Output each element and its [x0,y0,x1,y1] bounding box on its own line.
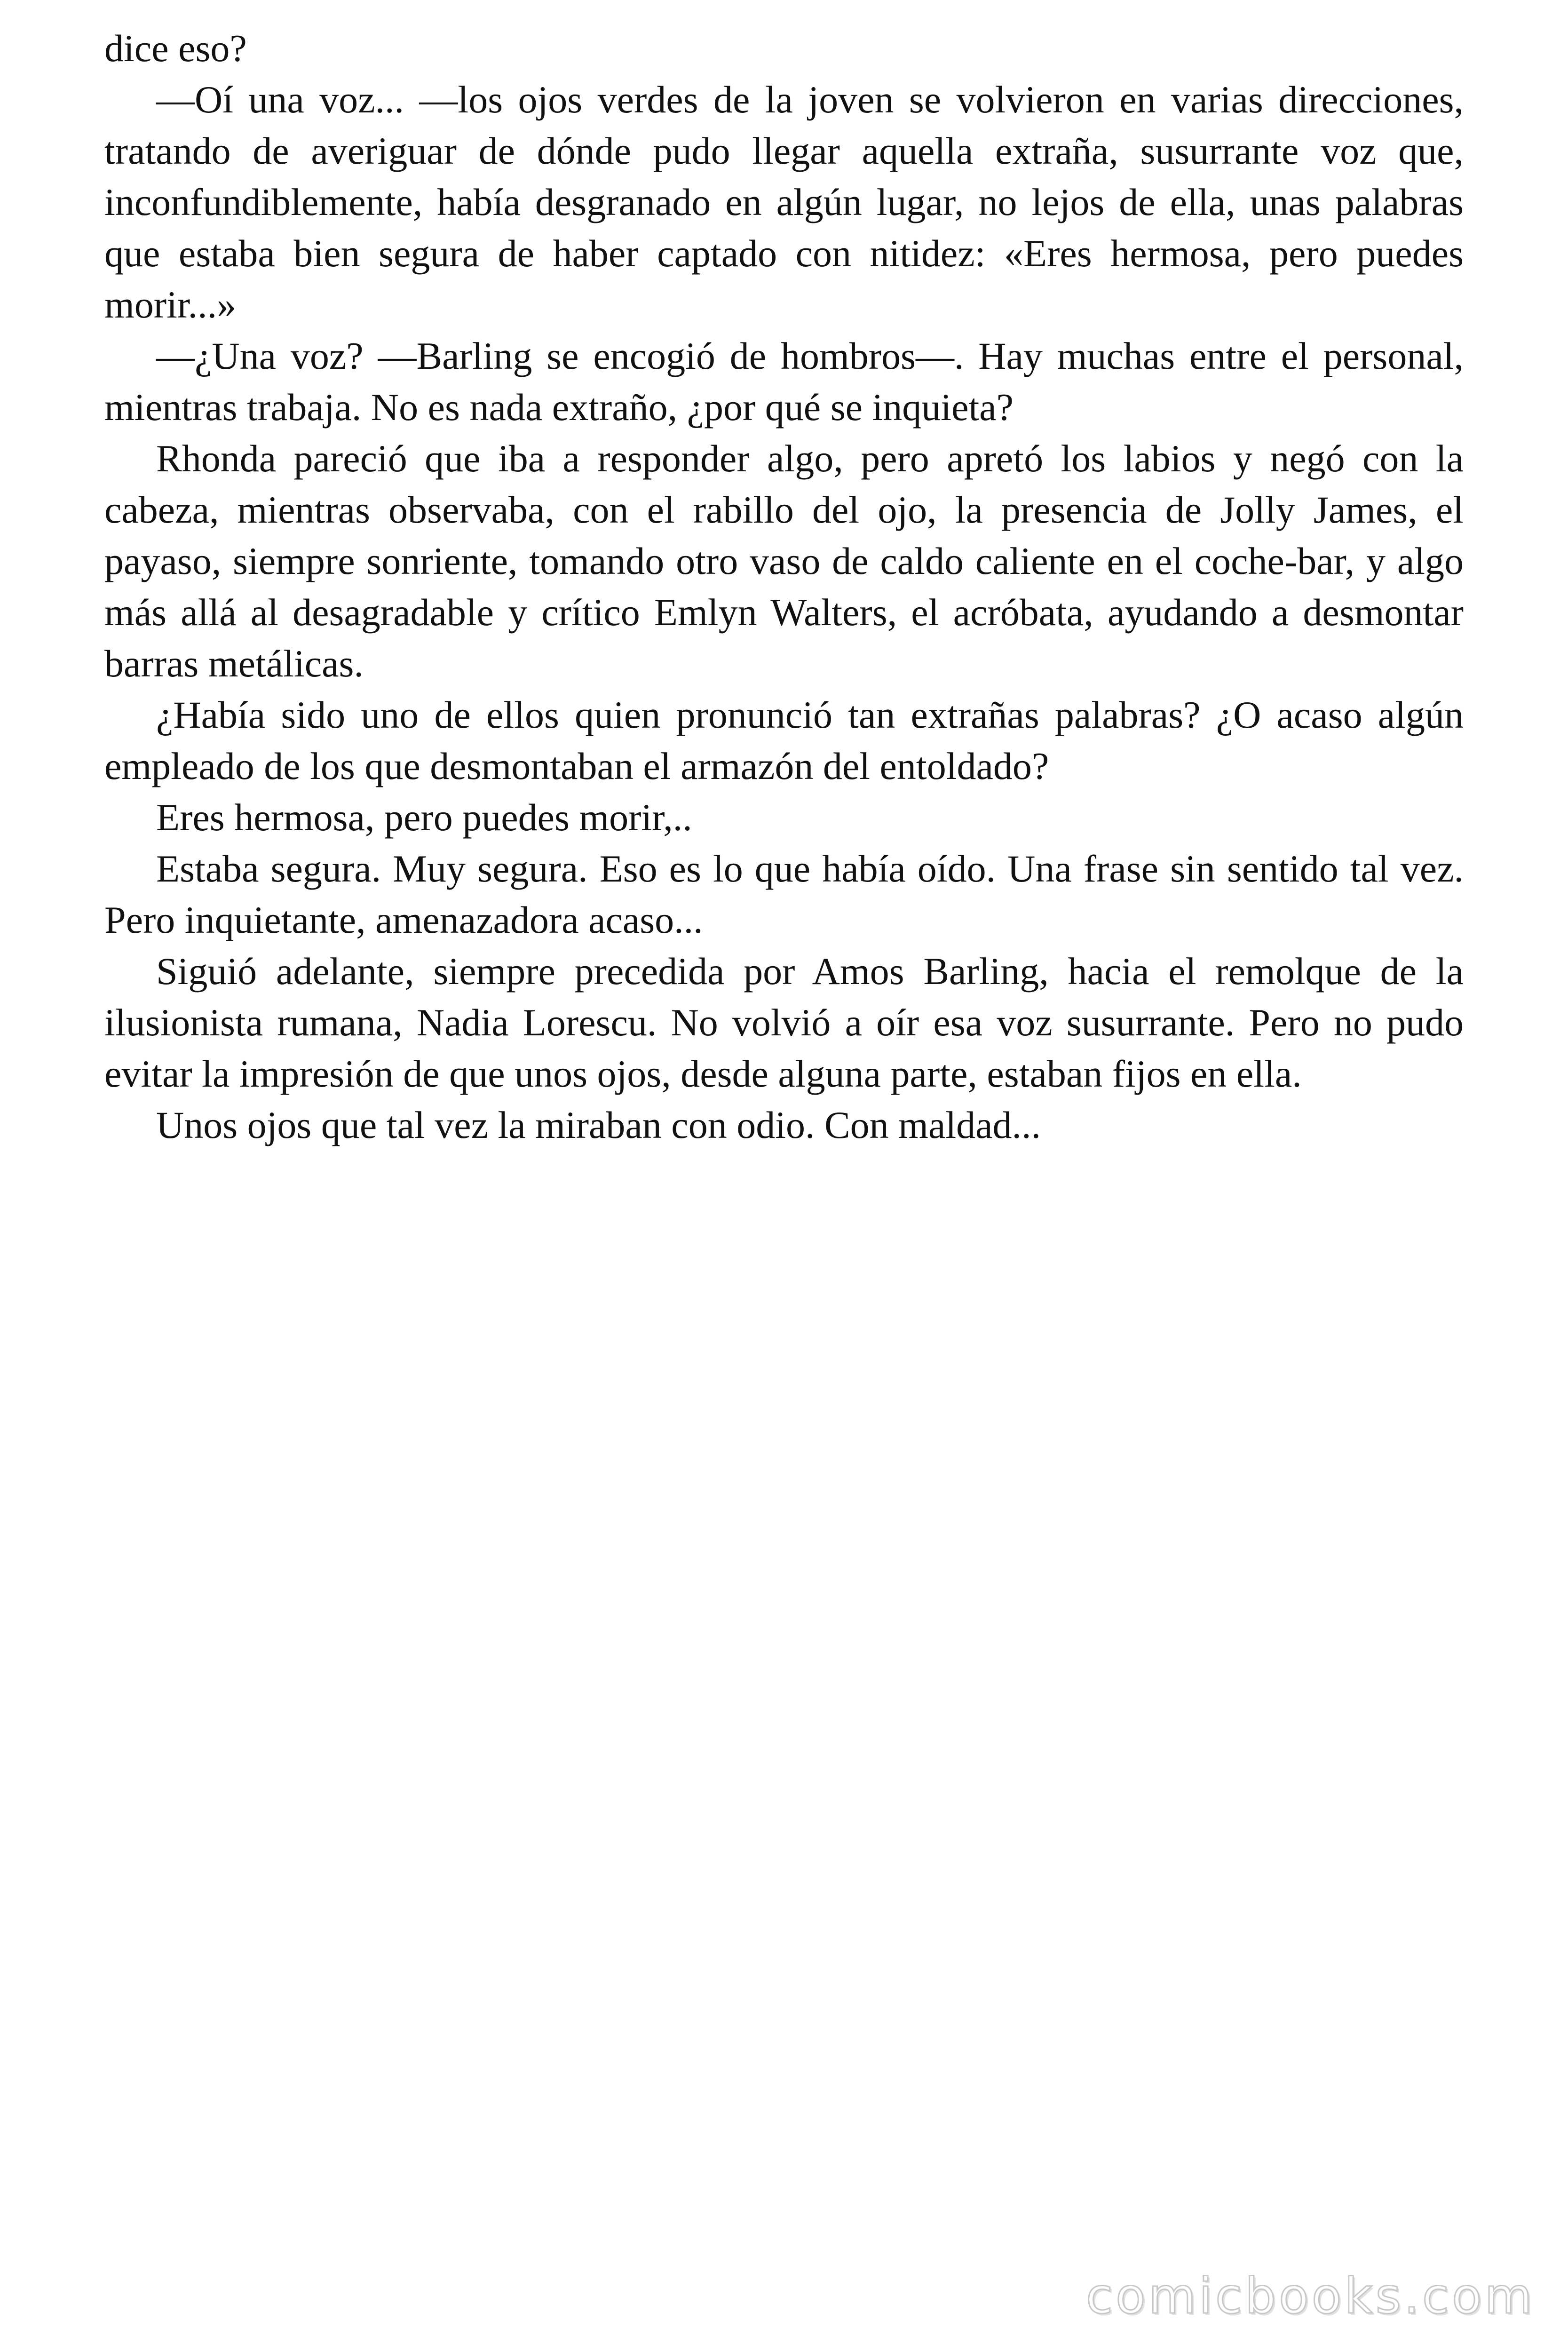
paragraph-6: Eres hermosa, pero puedes morir,.. [156,796,692,839]
paragraph-9: Unos ojos que tal vez la miraban con odio. Con maldad... [156,1104,1041,1146]
site-watermark: comicbooks.com [1085,2267,1535,2325]
paragraph-5: ¿Había sido uno de ellos quien pronunció tan extrañas palabras? ¿O acaso algún empleado de los que desmontaban el armazón del entoldado? [104,693,1464,787]
paragraph-2: —Oí una voz... —los ojos verdes de la joven se volvieron en varias direcciones, tratando de averiguar de dónde pudo llegar aquella extraña, susurrante voz que, inconfundiblemente, había desgranado en algún lugar, no lejos de ella, unas palabras que estaba bien segura de haber captado con nitidez: «Eres hermosa, pero puedes morir...» [104,78,1464,326]
paragraph-7: Estaba segura. Muy segura. Eso es lo que había oído. Una frase sin sentido tal vez. Pero inquietante, amenazadora acaso... [104,847,1464,941]
paragraph-1: dice eso? [104,27,247,70]
paragraph-3: —¿Una voz? —Barling se encogió de hombros—. Hay muchas entre el personal, mientras trabaja. No es nada extraño, ¿por qué se inquieta? [104,334,1464,429]
paragraph-4: Rhonda pareció que iba a responder algo, pero apretó los labios y negó con la cabeza, mientras observaba, con el rabillo del ojo, la presencia de Jolly James, el payaso, siempre sonriente, tomando otro vaso de caldo caliente en el coche-bar, y algo más allá al desagradable y crítico Emlyn Walters, el acróbata, ayudando a desmontar barras metálicas. [104,437,1464,685]
paragraph-8: Siguió adelante, siempre precedida por Amos Barling, hacia el remolque de la ilusionista rumana, Nadia Lorescu. No volvió a oír esa voz susurrante. Pero no pudo evitar la impresión de que unos ojos, desde alguna parte, estaban fijos en ella. [104,950,1464,1095]
page-body [104,23,1464,1151]
